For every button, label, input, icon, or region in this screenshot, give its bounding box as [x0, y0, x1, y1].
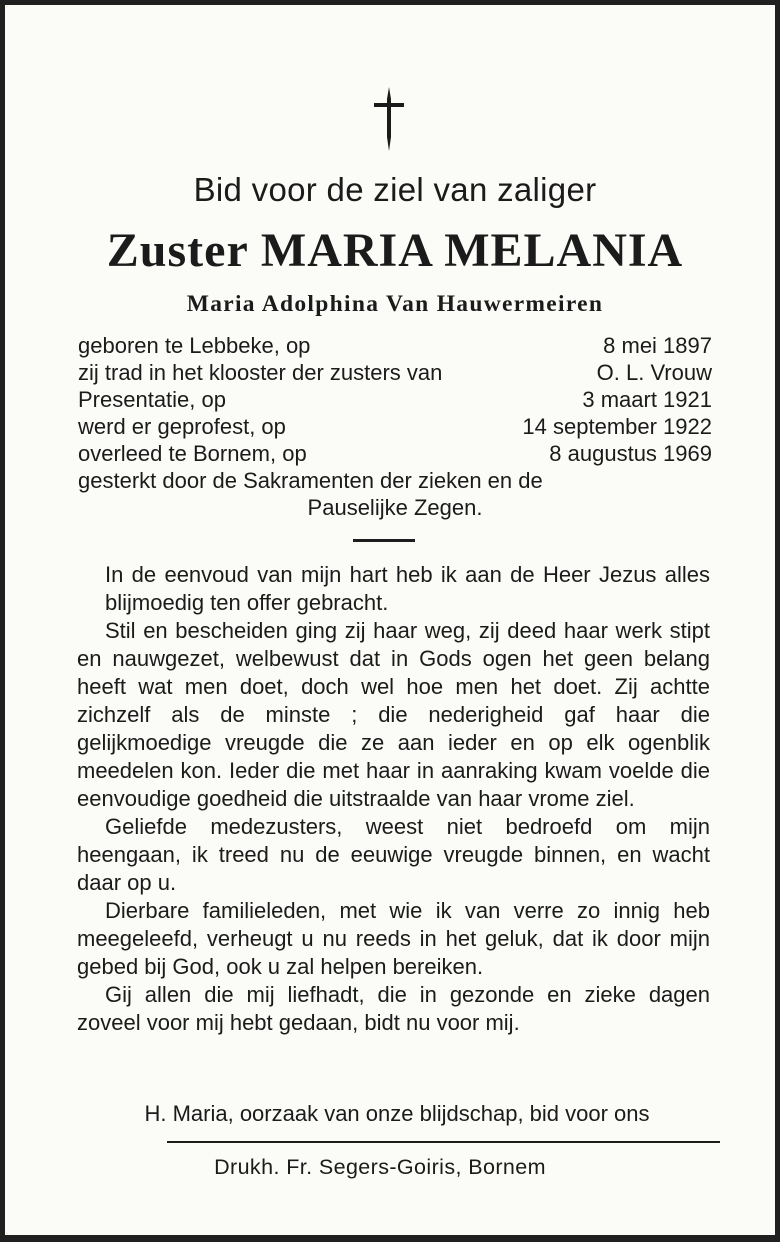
paragraph-text: Stil en bescheiden ging zij haar weg, zij deed haar werk stipt en nauwgezet, welbewust dat in Gods ogen het geen belang heeft wat men doet, doch wel hoe men het doet. Zij achtte zichzelf als de minste ; die nederigheid gaf haar die gelijkmoedige vreugde die ze aan ieder en op elk ogenblik meedelen kon. Ieder die met haar in aanraking kwam voelde die eenvoudige goedheid die uitstraalde van haar vrome ziel. [77, 618, 710, 811]
fact-row [78, 440, 712, 467]
paragraph-text: Dierbare familieleden, met wie ik van verre zo innig heb meegeleefd, verheugt u nu reeds in het geluk, dat ik door mijn gebed bij God, ook u zal helpen bereiken. [77, 898, 710, 979]
paragraph [105, 561, 710, 617]
fact-row [78, 386, 712, 413]
fact-closing: Pauselijke Zegen. [307, 495, 483, 520]
fact-label: geboren te Lebbeke, op [78, 333, 311, 358]
paragraph-text: In de eenvoud van mijn hart heb ik aan de Heer Jezus alles blijmoedig ten offer gebracht. [105, 562, 710, 615]
fact-row [78, 413, 712, 440]
fact-value: O. L. Vrouw [596, 360, 712, 385]
paragraph-text: Gij allen die mij liefhadt, die in gezonde en zieke dagen zoveel voor mij hebt gedaan, bidt nu voor mij. [77, 982, 710, 1035]
cross-icon [371, 85, 407, 153]
fact-value: 8 augustus 1969 [549, 441, 712, 466]
divider-long [167, 1141, 720, 1143]
fact-row [78, 467, 712, 494]
paragraph [77, 617, 710, 813]
divider-short [353, 539, 415, 542]
religious-name: Zuster MARIA MELANIA [106, 224, 684, 277]
life-facts [78, 332, 712, 521]
memorial-text [77, 561, 710, 1037]
fact-label: werd er geprofest, op [78, 414, 286, 439]
paragraph [77, 813, 710, 897]
fact-row [78, 332, 712, 359]
printer-credit: Drukh. Fr. Segers-Goiris, Bornem [214, 1155, 546, 1179]
paragraph [77, 981, 710, 1037]
fact-label: zij trad in het klooster der zusters van [78, 360, 443, 385]
fact-label: Presentatie, op [78, 387, 226, 412]
paragraph [77, 897, 710, 981]
intro-text: Bid voor de ziel van zaliger [193, 171, 597, 208]
fact-label: gesterkt door de Sakramenten der zieken en de [78, 468, 543, 493]
fact-value: 3 maart 1921 [582, 387, 712, 412]
fact-value: 14 september 1922 [522, 414, 712, 439]
fact-value: 8 mei 1897 [603, 333, 712, 358]
fact-row [78, 359, 712, 386]
civil-name: Maria Adolphina Van Hauwermeiren [186, 291, 604, 317]
paragraph-text: Geliefde medezusters, weest niet bedroefd om mijn heengaan, ik treed nu de eeuwige vreugde binnen, en wacht daar op u. [77, 814, 710, 895]
closing-prayer: H. Maria, oorzaak van onze blijdschap, bid voor ons [144, 1101, 650, 1126]
fact-label: overleed te Bornem, op [78, 441, 307, 466]
